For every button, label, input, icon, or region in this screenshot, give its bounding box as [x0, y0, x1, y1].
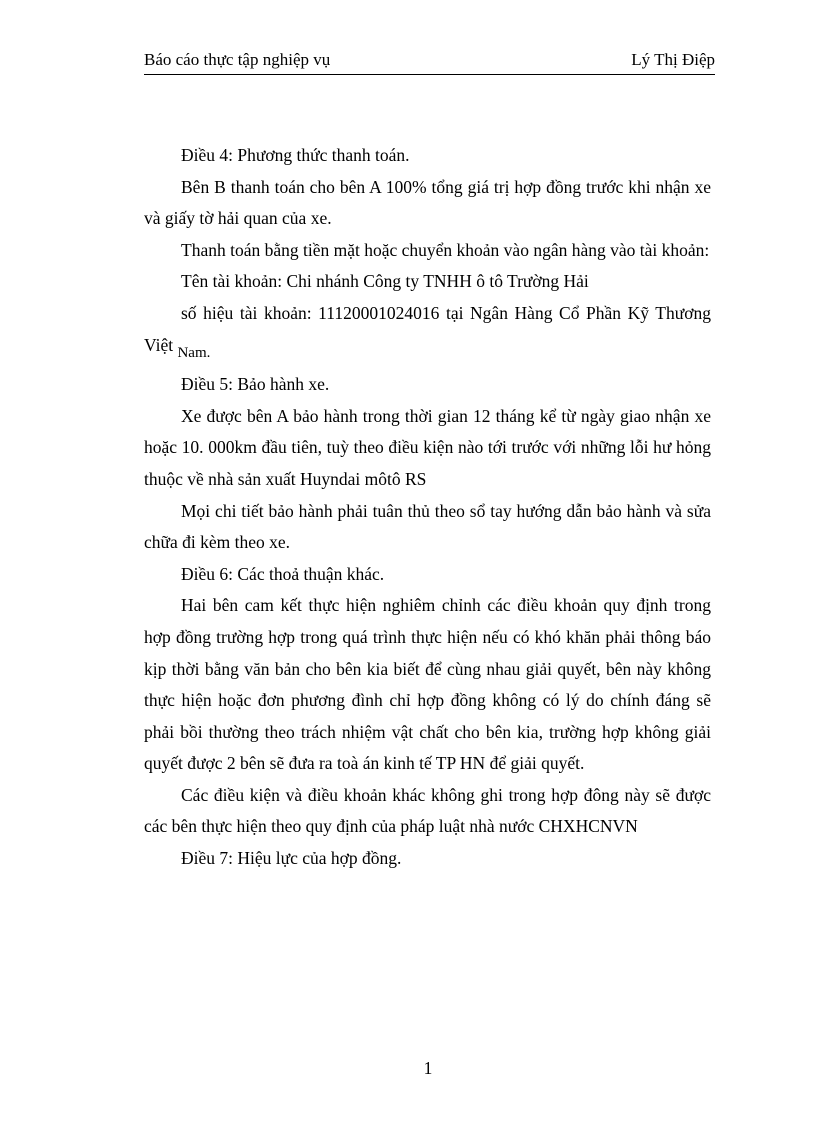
page-number: 1 [423, 1058, 433, 1078]
account-number-text: số hiệu tài khoản: 11120001024016 tại Ngân Hàng Cổ Phần Kỹ Thương Việt [144, 302, 711, 355]
payment-paragraph: Bên B thanh toán cho bên A 100% tổng giá trị hợp đồng trước khi nhận xe và giấy tờ hải quan của xe. [144, 176, 711, 229]
account-number-tail: Nam. [177, 344, 211, 361]
warranty-detail-paragraph: Mọi chi tiết bảo hành phải tuân thủ theo sổ tay hướng dẫn bảo hành và sửa chữa đi kèm theo xe. [144, 500, 711, 553]
account-name-paragraph: Tên tài khoản: Chi nhánh Công ty TNHH ô tô Trường Hải [181, 271, 589, 292]
account-number-paragraph [144, 298, 711, 369]
header-title: Báo cáo thực tập nghiệp vụ [144, 50, 331, 69]
article-5-heading: Điều 5: Bảo hành xe. [181, 374, 330, 395]
document-body [144, 140, 711, 875]
commitment-paragraph: Hai bên cam kết thực hiện nghiêm chỉnh các điều khoản quy định trong hợp đồng trường hợp trong quá trình thực hiện nếu có khó khăn phải thông báo kịp thời bằng văn bản cho bên kia biết để cùng nhau giải quyết, bên này không thực hiện hoặc đơn phương đình chỉ hợp đồng không có lý do chính đáng sẽ phải bồi thường theo trách nhiệm vật chất cho bên kia, trường hợp không giải quyết được 2 bên sẽ đưa ra toà án kinh tế TP HN để giải quyết. [144, 595, 711, 774]
warranty-paragraph: Xe được bên A bảo hành trong thời gian 12 tháng kể từ ngày giao nhận xe hoặc 10. 000km đầu tiên, tuỳ theo điều kiện nào tới trước với những lỗi hư hỏng thuộc về nhà sản xuất Huyndai môtô RS [144, 405, 711, 489]
article-4-heading: Điều 4: Phương thức thanh toán. [181, 145, 410, 165]
article-6-heading: Điều 6: Các thoả thuận khác. [181, 563, 385, 584]
other-terms-paragraph: Các điều kiện và điều khoản khác không ghi trong hợp đông này sẽ được các bên thực hiện theo quy định của pháp luật nhà nước CHXHCNVN [144, 784, 711, 837]
payment-method-paragraph: Thanh toán bằng tiền mặt hoặc chuyển khoản vào ngân hàng vào tài khoản: [181, 239, 710, 260]
page-header [144, 46, 715, 75]
article-7-heading: Điều 7: Hiệu lực của hợp đồng. [181, 848, 402, 869]
header-author: Lý Thị Điệp [631, 50, 715, 69]
